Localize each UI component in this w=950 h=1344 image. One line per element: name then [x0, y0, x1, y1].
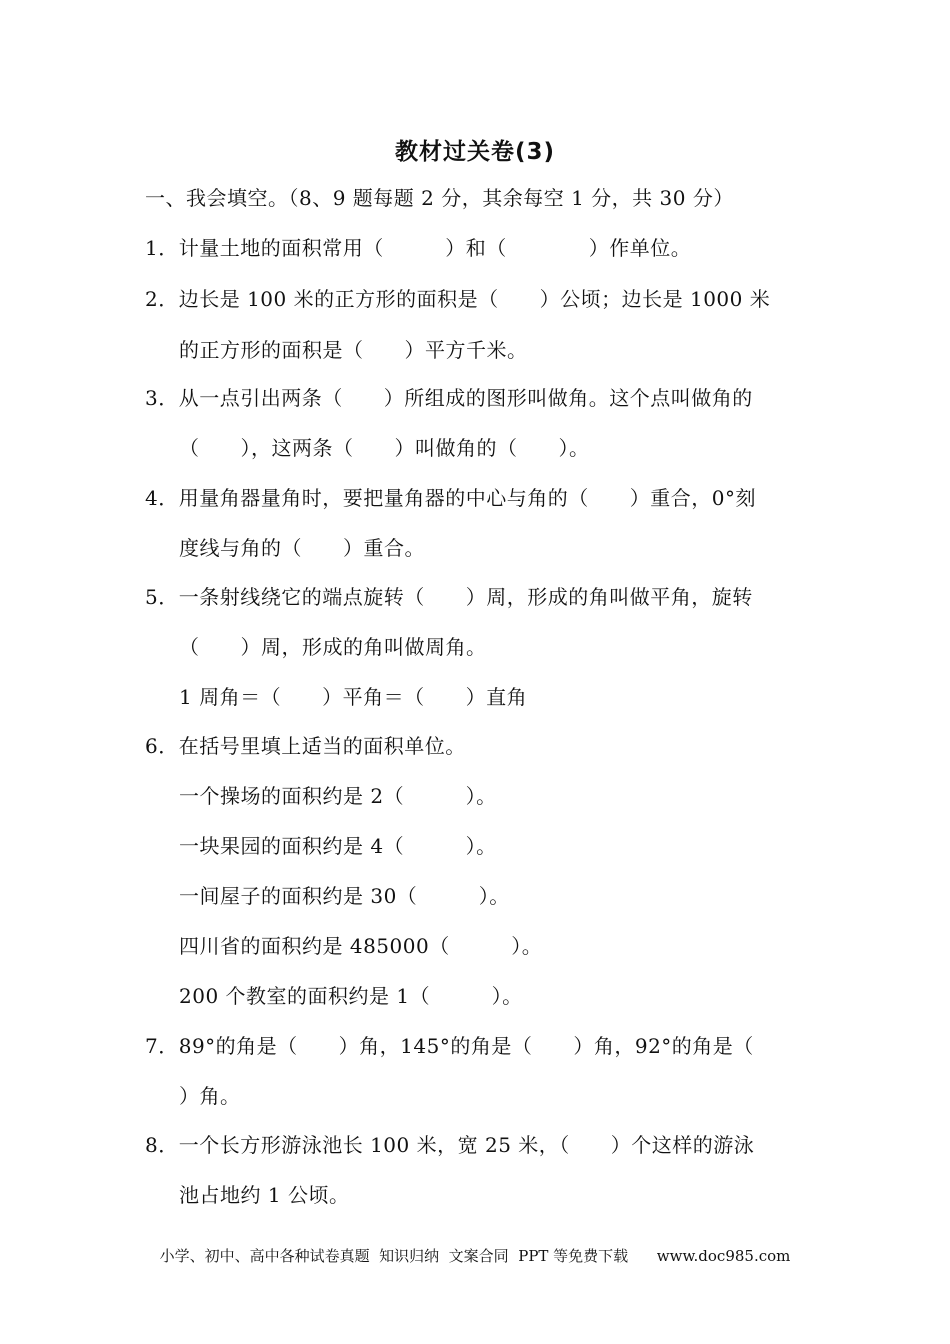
question-line: （ ）周，形成的角叫做周角。: [179, 635, 487, 659]
question-line: 1．计量土地的面积常用（ ）和（ ）作单位。: [145, 236, 692, 260]
question-line: 6．在括号里填上适当的面积单位。: [145, 734, 466, 758]
question-line: 200 个教室的面积约是 1（ ）。: [179, 984, 523, 1008]
question-line: 四川省的面积约是 485000（ ）。: [179, 934, 543, 958]
question-line: 3．从一点引出两条（ ）所组成的图形叫做角。这个点叫做角的: [145, 386, 753, 410]
question-line: 4．用量角器量角时，要把量角器的中心与角的（ ）重合，0°刻: [145, 486, 756, 510]
section-heading: 一、我会填空。（8、9 题每题 2 分，其余每空 1 分，共 30 分）: [145, 186, 734, 210]
question-line: 7．89°的角是（ ）角，145°的角是（ ）角，92°的角是（: [145, 1034, 754, 1058]
question-line: 一个操场的面积约是 2（ ）。: [179, 784, 497, 808]
question-line: 1 周角＝（ ）平角＝（ ）直角: [179, 685, 528, 709]
question-line: 池占地约 1 公顷。: [179, 1183, 350, 1207]
footer-text: 小学、初中、高中各种试卷真题 知识归纳 文案合同 PPT 等免费下载 www.doc985.com: [159, 1247, 791, 1265]
question-line: 一间屋子的面积约是 30（ ）。: [179, 884, 510, 908]
question-line: 5．一条射线绕它的端点旋转（ ）周，形成的角叫做平角，旋转: [145, 585, 753, 609]
question-line: 8．一个长方形游泳池长 100 米，宽 25 米，（ ）个这样的游泳: [145, 1133, 755, 1157]
question-line: 的正方形的面积是（ ）平方千米。: [179, 338, 528, 362]
question-line: 2．边长是 100 米的正方形的面积是（ ）公顷；边长是 1000 米: [145, 287, 771, 311]
question-line: （ ），这两条（ ）叫做角的（ ）。: [179, 436, 590, 460]
page-title: 教材过关卷(3): [394, 139, 556, 165]
question-line: 度线与角的（ ）重合。: [179, 536, 425, 560]
question-line: ）角。: [179, 1084, 241, 1108]
question-line: 一块果园的面积约是 4（ ）。: [179, 834, 497, 858]
